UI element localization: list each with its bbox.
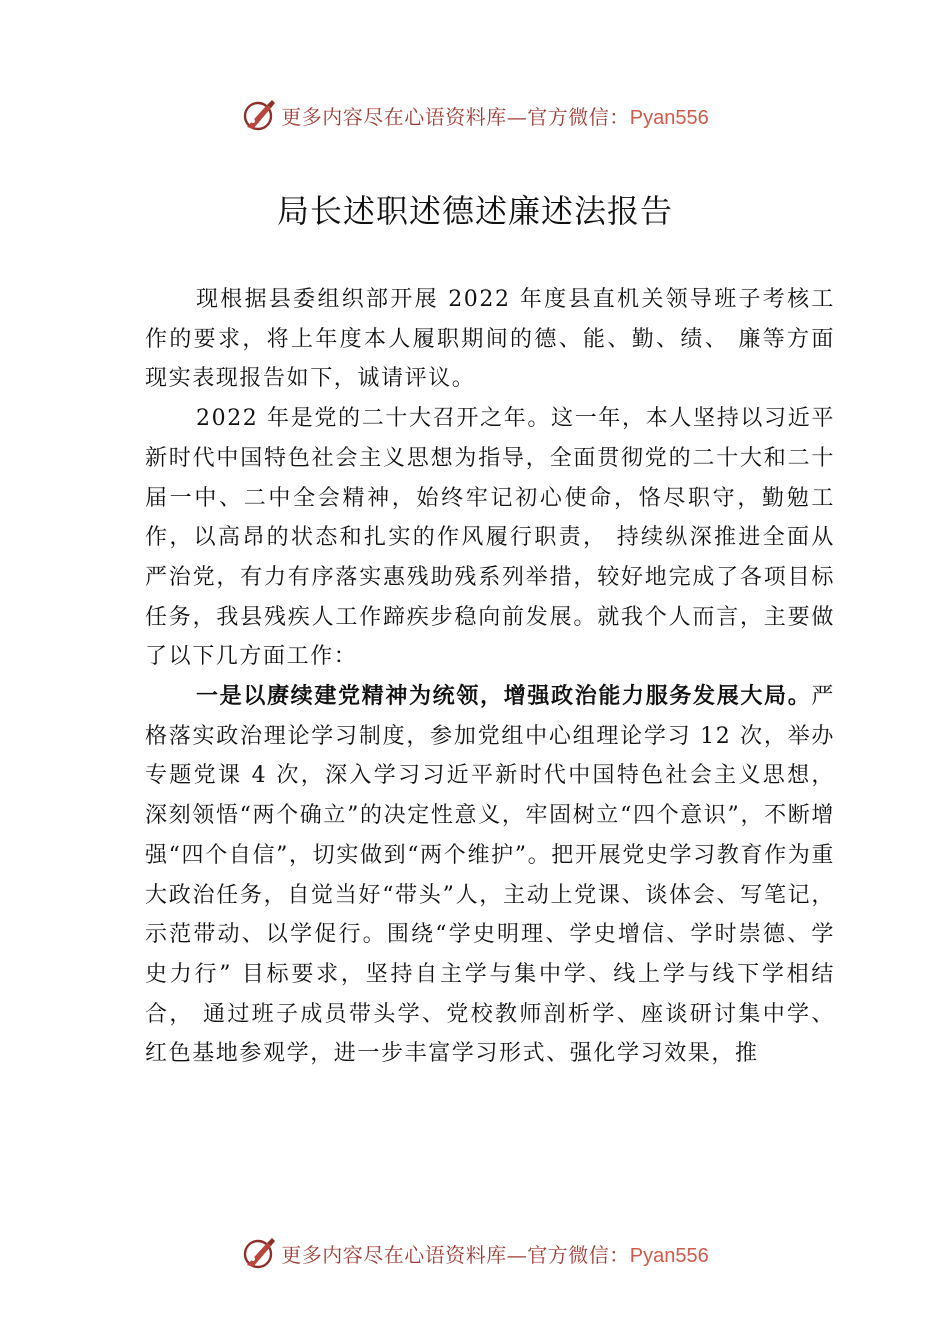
document-body (145, 280, 835, 1074)
watermark-account: Pyan556 (629, 106, 709, 129)
pen-logo-icon (241, 1235, 277, 1271)
paragraph-3: 一是以赓续建党精神为统领，增强政治能力服务发展大局。严格落实政治理论学习制度，参加党组中心组理论学习 12 次，举办专题党课 4 次，深入学习习近平新时代中国特色社会主义思想，深刻领悟“两个确立”的决定性意义，牢固树立“四个意识”，不断增强“四个自信”，切实做到“两个维护”。把开展党史学习教育作为重大政治任务，自觉当好“带头”人，主动上党课、谈体会、写笔记，示范带动、以学促行。围绕“学史明理、学史增信、学时崇德、学史力行” 目标要求，坚持自主学与集中学、线上学与线下学相结合， 通过班子成员带头学、党校教师剖析学、座谈研讨集中学、 红色基地参观学，进一步丰富学习形式、强化学习效果，推 (145, 683, 835, 1067)
paragraph-2: 2022 年是党的二十大召开之年。这一年，本人坚持以习近平新时代中国特色社会主义思想为指导，全面贯彻党的二十大和二十届一中、二中全会精神，始终牢记初心使命，恪尽职守，勤勉工作，以高昂的状态和扎实的作风履行职责， 持续纵深推进全面从严治党，有力有序落实惠残助残系列举措，较好地完成了各项目标任务，我县残疾人工作蹄疾步稳向前发展。就我个人而言，主要做了以下几方面工作： (145, 406, 835, 670)
paragraph-3-heading: 一是以赓续建党精神为统领，增强政治能力服务发展大局。 (196, 683, 812, 710)
watermark-banner-bottom (0, 1231, 950, 1275)
pen-logo-icon (241, 97, 277, 133)
document-title: 局长述职述德述廉述法报告 (276, 192, 673, 230)
paragraph-1: 现根据县委组织部开展 2022 年度县直机关领导班子考核工作的要求，将上年度本人履职期间的德、能、勤、绩、 廉等方面现实表现报告如下，诚请评议。 (145, 287, 835, 392)
watermark-account: Pyan556 (629, 1244, 709, 1267)
watermark-text: 更多内容尽在心语资料库—官方微信：Pyan556 (281, 104, 709, 129)
watermark-banner-top (0, 93, 950, 137)
watermark-text: 更多内容尽在心语资料库—官方微信：Pyan556 (281, 1242, 709, 1267)
